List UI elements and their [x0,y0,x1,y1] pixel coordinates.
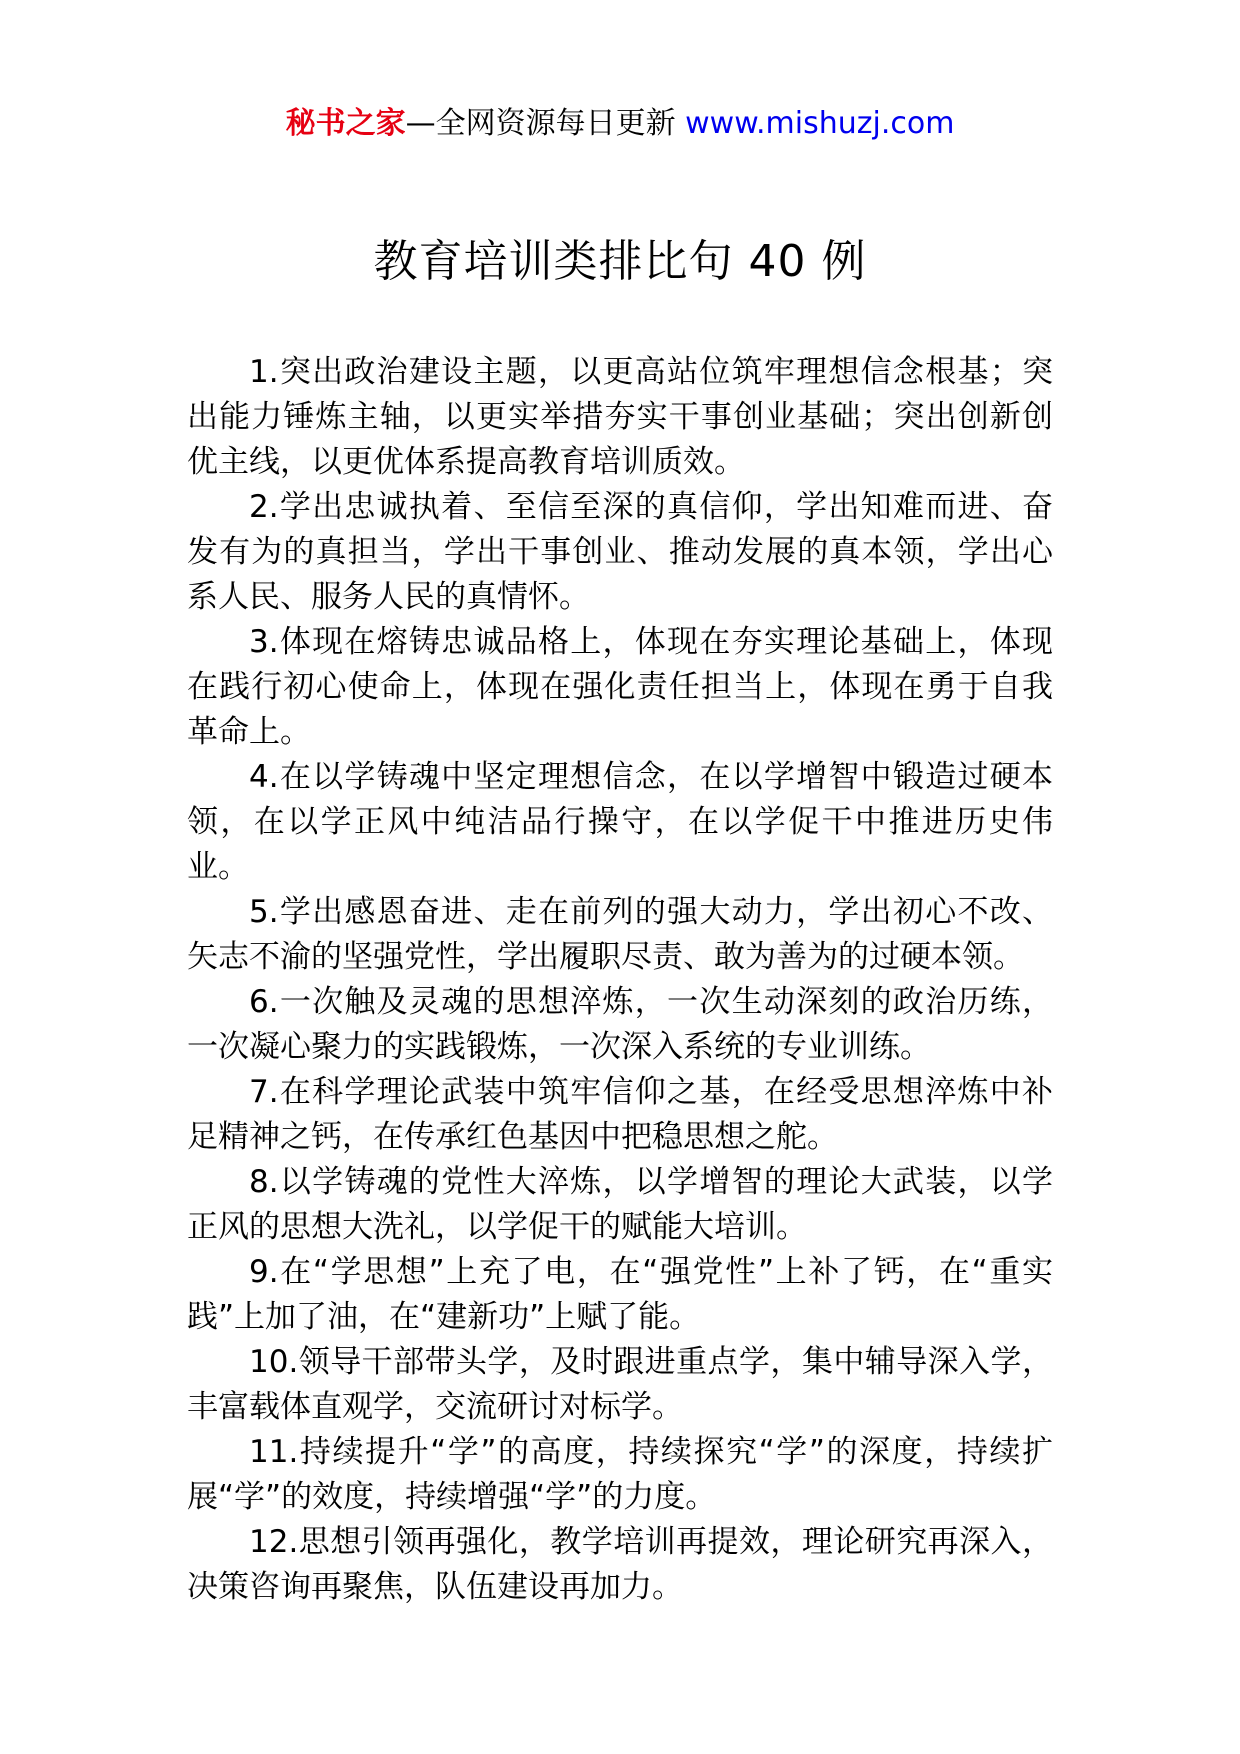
paragraph: 5.学出感恩奋进、走在前列的强大动力，学出初心不改、矢志不渝的坚强党性，学出履职尽责、敢为善为的过硬本领。 [187,894,1053,975]
site-brand: 秘书之家 [285,106,406,141]
paragraph: 10.领导干部带头学，及时跟进重点学，集中辅导深入学，丰富载体直观学，交流研讨对标学。 [187,1344,1053,1425]
paragraph: 8.以学铸魂的党性大淬炼，以学增智的理论大武装，以学正风的思想大洗礼，以学促干的赋能大培训。 [187,1164,1053,1245]
paragraph: 11.持续提升“学”的高度，持续探究“学”的深度，持续扩展“学”的效度，持续增强“学”的力度。 [187,1434,1053,1515]
paragraph: 1.突出政治建设主题，以更高站位筑牢理想信念根基；突出能力锤炼主轴，以更实举措夯实干事创业基础；突出创新创优主线，以更优体系提高教育培训质效。 [187,354,1053,480]
paragraph: 2.学出忠诚执着、至信至深的真信仰，学出知难而进、奋发有为的真担当，学出干事创业、推动发展的真本领，学出心系人民、服务人民的真情怀。 [187,489,1053,615]
paragraph: 9.在“学思想”上充了电，在“强党性”上补了钙，在“重实践”上加了油，在“建新功”上赋了能。 [187,1254,1053,1335]
paragraph: 7.在科学理论武装中筑牢信仰之基，在经受思想淬炼中补足精神之钙，在传承红色基因中把稳思想之舵。 [187,1074,1053,1155]
site-slogan: —全网资源每日更新 [405,106,686,141]
site-header [0,104,1240,144]
paragraph: 4.在以学铸魂中坚定理想信念，在以学增智中锻造过硬本领，在以学正风中纯洁品行操守，在以学促干中推进历史伟业。 [187,759,1053,885]
paragraph: 6.一次触及灵魂的思想淬炼，一次生动深刻的政治历练，一次凝心聚力的实践锻炼，一次深入系统的专业训练。 [187,984,1053,1065]
paragraph: 3.体现在熔铸忠诚品格上，体现在夯实理论基础上，体现在践行初心使命上，体现在强化责任担当上，体现在勇于自我革命上。 [187,624,1053,750]
site-url-link[interactable]: www.mishuzj.com [685,106,955,141]
paragraph: 12.思想引领再强化，教学培训再提效，理论研究再深入，决策咨询再聚焦，队伍建设再加力。 [187,1524,1053,1605]
document-title: 教育培训类排比句 40 例 [373,236,867,287]
document-body [187,350,1053,1610]
